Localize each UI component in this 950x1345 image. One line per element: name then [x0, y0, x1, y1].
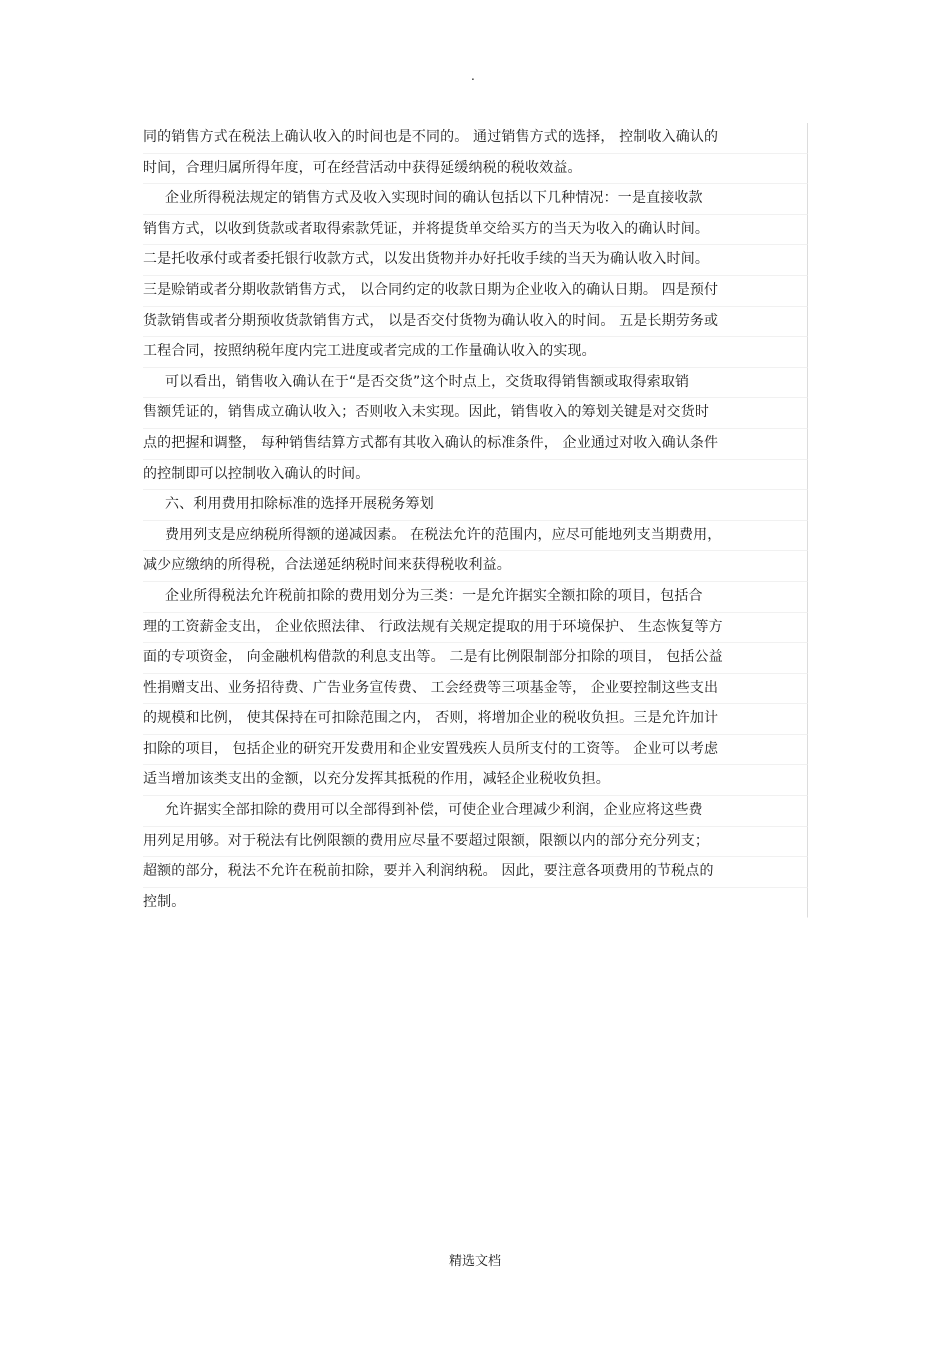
text-line: 扣除的项目， 包括企业的研究开发费用和企业安置残疾人员所支付的工资等。 企业可以考虑 [143, 735, 808, 766]
text-line: 适当增加该类支出的金额，以充分发挥其抵税的作用，减轻企业税收负担。 [143, 765, 808, 796]
text-line: 三是赊销或者分期收款销售方式， 以合同约定的收款日期为企业收入的确认日期。 四是预付 [143, 276, 808, 307]
text-line: 可以看出，销售收入确认在于“是否交货”这个时点上，交货取得销售额或取得索取销 [143, 368, 808, 399]
text-line: 点的把握和调整， 每种销售结算方式都有其收入确认的标准条件， 企业通过对收入确认条件 [143, 429, 808, 460]
text-line: 货款销售或者分期预收货款销售方式， 以是否交付货物为确认收入的时间。 五是长期劳务或 [143, 307, 808, 338]
text-line: 面的专项资金， 向金融机构借款的利息支出等。 二是有比例限制部分扣除的项目， 包括公益 [143, 643, 808, 674]
document-body [143, 123, 808, 918]
text-line: 售额凭证的，销售成立确认收入；否则收入未实现。因此，销售收入的筹划关键是对交货时 [143, 398, 808, 429]
text-line: 工程合同，按照纳税年度内完工进度或者完成的工作量确认收入的实现。 [143, 337, 808, 368]
text-line: 企业所得税法允许税前扣除的费用划分为三类：一是允许据实全额扣除的项目，包括合 [143, 582, 808, 613]
text-line: 允许据实全部扣除的费用可以全部得到补偿，可使企业合理减少利润，企业应将这些费 [143, 796, 808, 827]
text-line: 同的销售方式在税法上确认收入的时间也是不同的。 通过销售方式的选择， 控制收入确认的 [143, 123, 808, 154]
page-footer: 精选文档 [448, 1254, 501, 1269]
text-line: 减少应缴纳的所得税，合法递延纳税时间来获得税收利益。 [143, 551, 808, 582]
text-line: 费用列支是应纳税所得额的递减因素。 在税法允许的范围内，应尽可能地列支当期费用， [143, 521, 808, 552]
text-line: 的控制即可以控制收入确认的时间。 [143, 460, 808, 491]
header-dot: . [471, 69, 475, 83]
text-line: 理的工资薪金支出， 企业依照法律、 行政法规有关规定提取的用于环境保护、 生态恢复等方 [143, 613, 808, 644]
text-line: 控制。 [143, 888, 808, 919]
text-line: 企业所得税法规定的销售方式及收入实现时间的确认包括以下几种情况：一是直接收款 [143, 184, 808, 215]
text-line: 超额的部分，税法不允许在税前扣除，要并入利润纳税。 因此，要注意各项费用的节税点的 [143, 857, 808, 888]
text-line: 销售方式，以收到货款或者取得索款凭证，并将提货单交给买方的当天为收入的确认时间。 [143, 215, 808, 246]
text-line: 性捐赠支出、业务招待费、广告业务宣传费、 工会经费等三项基金等， 企业要控制这些支出 [143, 674, 808, 705]
text-line: 六、利用费用扣除标准的选择开展税务筹划 [143, 490, 808, 521]
text-line: 的规模和比例， 使其保持在可扣除范围之内， 否则，将增加企业的税收负担。三是允许加计 [143, 704, 808, 735]
text-line: 时间，合理归属所得年度，可在经营活动中获得延缓纳税的税收效益。 [143, 154, 808, 185]
text-line: 用列足用够。对于税法有比例限额的费用应尽量不要超过限额，限额以内的部分充分列支； [143, 827, 808, 858]
text-line: 二是托收承付或者委托银行收款方式，以发出货物并办好托收手续的当天为确认收入时间。 [143, 245, 808, 276]
